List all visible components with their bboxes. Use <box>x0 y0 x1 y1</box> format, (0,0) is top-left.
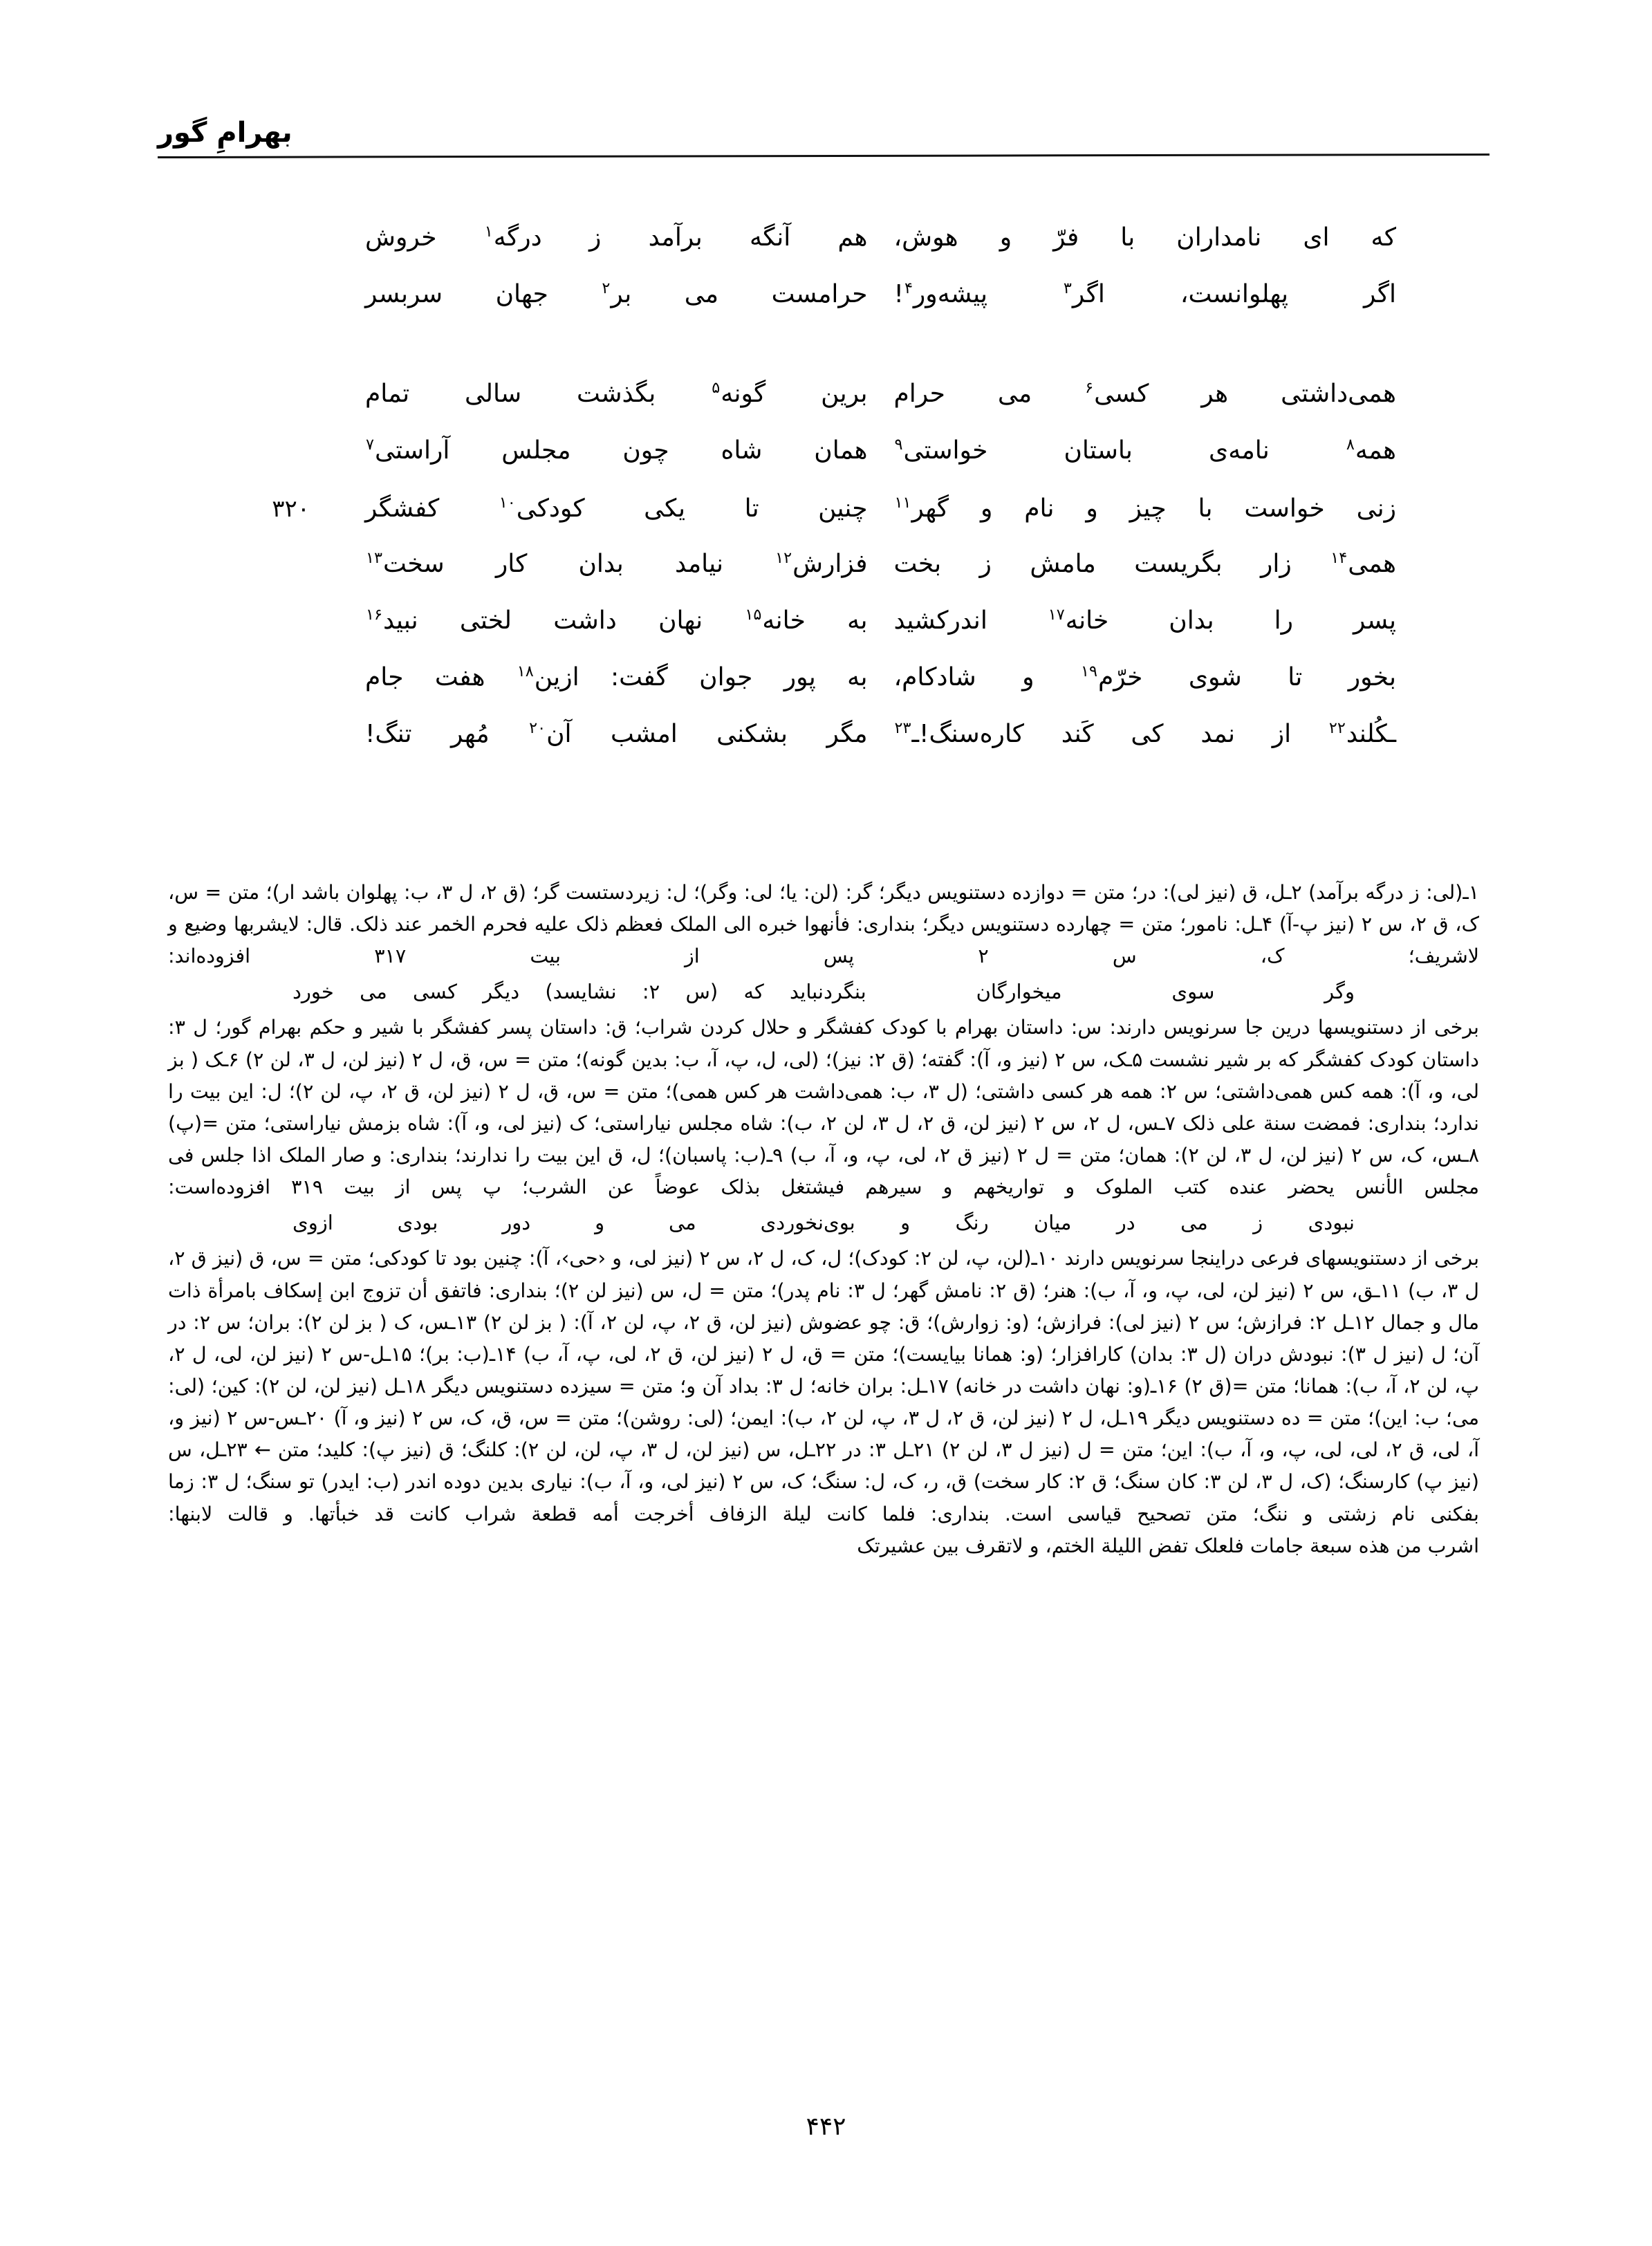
footnote-marker: ۸ <box>1346 436 1355 454</box>
running-head-title: بهرامِ گور <box>158 117 293 149</box>
apparatus-paragraph: برخی از دستنویسهای فرعی دراینجا سرنویس دارند ۱۰ـ(لن، پ، لن ۲: کودک)؛ ل، ک، ل ۲، س ۲ (نیز لی، و ‹حی›، آ): چنین بود تا کودکی؛ متن = س، ق (نیز ق ۲، ل ۳، ب) ۱۱ـق، س ۲ (نیز لن، لی، پ، و، آ، ب): هنر؛ (ق ۲: نامش گهر؛ ل ۳: نام پدر)؛ متن = ل، س (نیز لن ۲)؛ بنداری: فاتفق أن تزوج ابن إسکاف بامرأة ذات مال و جمال ۱۲ـل ۲: فرازش؛ س ۲ (نیز لی): فرازش؛ (و: زوارش)؛ ق: چو عضوش (نیز لن، ق ۲، پ، لن ۲، آ): ( بز لن ۲) ۱۳ـس، ک ( بز لن ۲): بران؛ س ۲: در آن؛ ل (نیز ل ۳): نبودش دران (ل ۳: بدان) کارافزار؛ (و: همانا بیایست)؛ متن = ق، ل ۲ (نیز لن، ق ۲، لی، پ، آ، ب) ۱۴ـ(ب: بر)؛ ۱۵ـل-س ۲ (نیز لن، لی، ل ۲، پ، لن ۲، آ، ب): همانا؛ متن =(ق ۲) ۱۶ـ(و: نهان داشت در خانه) ۱۷ـل: بران خانه؛ ل ۳: بداد آن و؛ متن = سیزده دستنویس دیگر ۱۸ـل (نیز لن، لن ۲): کین؛ (لی: می؛ ب: این)؛ متن = ده دستنویس دیگر ۱۹ـل، ل ۲ (نیز لن، ق ۲، ل ۳، پ، لن ۲، ب): ایمن؛ (لی: روشن)؛ متن = س، ق، ک، س ۲ (نیز و، آ) ۲۰ـس-س ۲ (نیز و، آ، لی، ق ۲، لی، لی، پ، و، آ، ب): این؛ متن = ل (نیز ل ۳، لن ۲) ۲۱ـل ۳: در ۲۲ـل، س (نیز لن، ل ۳، پ، لن، لن ۲): کلنگ؛ ق (نیز پ): کلید؛ متن ← ۲۳ـل، س (نیز پ) کارسنگ؛ (ک، ل ۳، لن ۳: کان سنگ؛ ق ۲: کار سخت) ق، ر، ک، ل: سنگ؛ ک، س ۲ (نیز لی، و، آ، ب): نیاری بدین دوده اندر (ب: ایدر) تو سنگ؛ ل ۳: زما بفکنی نام زشتی و ننگ؛ متن تصحیح قیاسی است. بنداری: فلما کانت لیلة الزفاف أخرجت أمه قطعة شراب کانت قد خبأتها. و قالت لابنها: <box>168 1247 1480 1525</box>
hemistich-b: زنی خواست با چیز و نام و گهر$^{۱۱}$ <box>894 494 1396 523</box>
apparatus-paragraph: ۱ـ(لی: ز درگه برآمد) ۲ـل، ق (نیز لی): در؛ متن = دوازده دستنویس دیگر؛ گر: (لن: یا؛ لی: وگر)؛ ل: زیردستست گر؛ (ق ۲، ل ۳، ب: پهلوان باشد ار)؛ متن = س، ک، ق ۲، س ۲ (نیز پ-آ) ۴ـل: نامور؛ متن = چهارده دستنویس دیگر؛ بنداری: فأنهوا خبره الی الملک فعظم ذلک علیه فحرم الخمر عند ذلک. قال: لایشربها وضیع و لاشریف؛ ک، س ۲ پس از بیت ۳۱۷ افزوده‌اند: <box>168 881 1480 968</box>
stanza-1 <box>228 221 1445 335</box>
verse-number <box>228 298 310 302</box>
verse-number <box>228 624 310 629</box>
hemistich-a: مگر بشکنی امشب آن$^{۲۰}$ مُهر تنگ! <box>365 719 868 748</box>
footnote-marker: ۱۵ <box>745 606 762 624</box>
hemistich-b: اگر پهلوانست، اگر$^۳$ پیشه‌ور$^۴$! <box>893 279 1396 308</box>
footnote-marker: ۱ <box>484 223 493 241</box>
variant-verse <box>168 976 1479 1008</box>
running-head <box>158 118 1489 157</box>
verse-number <box>228 454 310 458</box>
hemistich-b: همه$^۸$ نامه‌ی باستان خواستی$^۹$ <box>894 436 1396 465</box>
footnote-marker: ۲۲ <box>1328 719 1346 737</box>
hemistich-a: همان شاه چون مجلس آراستی$^۷$ <box>366 436 868 465</box>
verse-number <box>228 738 310 742</box>
verse-line <box>228 434 1445 491</box>
footnote-marker: ۱۳ <box>366 549 382 567</box>
footnote-marker: ۳ <box>1063 279 1072 297</box>
footnote-marker: ۵ <box>712 379 721 397</box>
verse-line <box>228 718 1445 774</box>
hemistich-b: همی‌داشتی هر کسی$^۶$ می حرام <box>893 379 1396 408</box>
verse-line <box>228 548 1445 604</box>
variant-hemistich-b: وگر سوی میخوارگان بنگرد <box>824 980 1355 1004</box>
footnote-marker: ۶ <box>1085 379 1094 397</box>
hemistich-b: بخور تا شوی خرّم$^{۱۹}$ و شادکام، <box>893 662 1397 692</box>
footnote-marker: ۱۷ <box>1048 606 1065 624</box>
variant-hemistich-a: نباید که (س ۲: نشایسد) دیگر کسی می خورد <box>293 980 824 1004</box>
verse-line <box>228 491 1445 548</box>
page-number: ۴۴۲ <box>806 2113 846 2141</box>
hemistich-a: به خانه$^{۱۵}$ نهان داشت لختی نبید$^{۱۶}$ <box>366 606 868 635</box>
verse-line <box>228 378 1445 434</box>
footnote-marker: ۷ <box>366 436 374 454</box>
stanza-2 <box>228 378 1445 774</box>
footnote-marker: ۱۴ <box>1330 549 1348 567</box>
hemistich-a: فزارش$^{۱۲}$ نیامد بدان کار سخت$^{۱۳}$ <box>366 549 868 578</box>
apparatus-arabic-tail: اشرب من هذه سبعة جامات فلعلک تفض اللیلة الختم، و لاتقرف بین عشیرتک <box>857 1534 1479 1557</box>
critical-apparatus <box>168 877 1479 1562</box>
verse-number <box>228 241 310 245</box>
hemistich-a: به پور جوان گفت: ازین$^{۱۸}$ هفت جام <box>365 662 868 692</box>
verse-number: ۳۲۰ <box>272 495 310 523</box>
hemistich-b: ـکُلند$^{۲۲}$ از نمد کی کَند کاره‌سنگ!ـ$^{۲۳}$ <box>894 719 1396 748</box>
variant-hemistich-b: نبودی ز می در میان رنگ و بوی <box>824 1211 1355 1235</box>
hemistich-a: حرامست می بر$^۲$ جهان سربسر <box>365 279 868 308</box>
verse-number <box>228 568 310 572</box>
footnote-marker: ۹ <box>894 436 903 454</box>
hemistich-a: چنین تا یکی کودکی$^{۱۰}$ کفشگر <box>365 494 868 523</box>
footnote-marker: ۱۸ <box>517 662 534 680</box>
verse-line <box>228 661 1445 718</box>
hemistich-b: که ای نامداران با فرّ و هوش، <box>893 223 1396 252</box>
footnote-marker: ۱۰ <box>499 494 516 512</box>
hemistich-a: برین گونه$^۵$ بگذشت سالی تمام <box>365 379 868 408</box>
apparatus-paragraph: برخی از دستنویسها درین جا سرنویس دارند: س: داستان بهرام با کودک کفشگر و حلال کردن شراب؛ ق: داستان پسر کفشگر با شیر و حکم بهرام گور؛ ل ۳: داستان کودک کفشگر که بر شیر نشست ۵ـک، س ۲ (نیز و، آ): گفته؛ (ق ۲: نیز)؛ (لی، ل، پ، آ، ب: بدین گونه)؛ متن = س، ق، ل ۲ (نیز لن، ل ۳، لن ۲) ۶ـک ( بز لی، و، آ): همه کس همی‌داشتی؛ س ۲: همه هر کسی داشتی؛ (ل ۳، ب: همی‌داشت هر کس همی)؛ متن = س، ق، ل ۲ (نیز لن، ق ۲، پ، لن ۲)؛ ل: این بیت را ندارد؛ بنداری: فمضت سنة علی ذلک ۷ـس، ل ۲، س ۲ (نیز لن، ق ۲، ل ۳، لن ۲، ب): شاه مجلس نیاراستی؛ ک (نیز لی، و، آ): شاه بزمش نیاراستی؛ متن =(پ) ۸ـس، ک، س ۲ (نیز لن، ل ۳، لن ۲): همان؛ متن = ل ۲ (نیز ق ۲، لی، پ، و، آ، ب) ۹ـ(ب: پاسبان)؛ ل، ق این بیت را ندارند؛ بنداری: و صار الملک اذا جلس فی مجلس الأنس یحضر عنده کتب الملوک و تواریخهم و سیرهم فیشتغل بذلک عوضاً عن الشرب؛ پ پس از بیت ۳۱۹ افزوده‌است: <box>168 1016 1480 1199</box>
footnote-marker: ۱۲ <box>775 549 792 567</box>
footnote-marker: ۱۱ <box>894 494 911 512</box>
footnote-marker: ۲۳ <box>894 719 911 737</box>
verse-line <box>228 604 1445 661</box>
footnote-marker: ۱۶ <box>366 606 382 624</box>
variant-hemistich-a: نخوردی می و دور بودی ازوی <box>293 1211 824 1235</box>
hemistich-b: همی$^{۱۴}$ زار بگریست مامش ز بخت <box>893 549 1396 578</box>
verse-body <box>228 221 1445 774</box>
verse-line <box>228 221 1445 278</box>
hemistich-b: پسر را بدان خانه$^{۱۷}$ اندرکشید <box>893 606 1396 635</box>
variant-verse <box>168 1207 1479 1239</box>
footnote-marker: ۲ <box>602 279 611 297</box>
hemistich-a: هم آنگه برآمد ز درگه$^۱$ خروش <box>365 223 868 252</box>
footnote-marker: ۱۹ <box>1081 662 1097 680</box>
footnote-marker: ۲۰ <box>529 719 546 737</box>
footnote-marker: ۴ <box>904 279 913 297</box>
verse-line <box>228 278 1445 335</box>
verse-number <box>228 681 310 685</box>
verse-number <box>228 398 310 402</box>
